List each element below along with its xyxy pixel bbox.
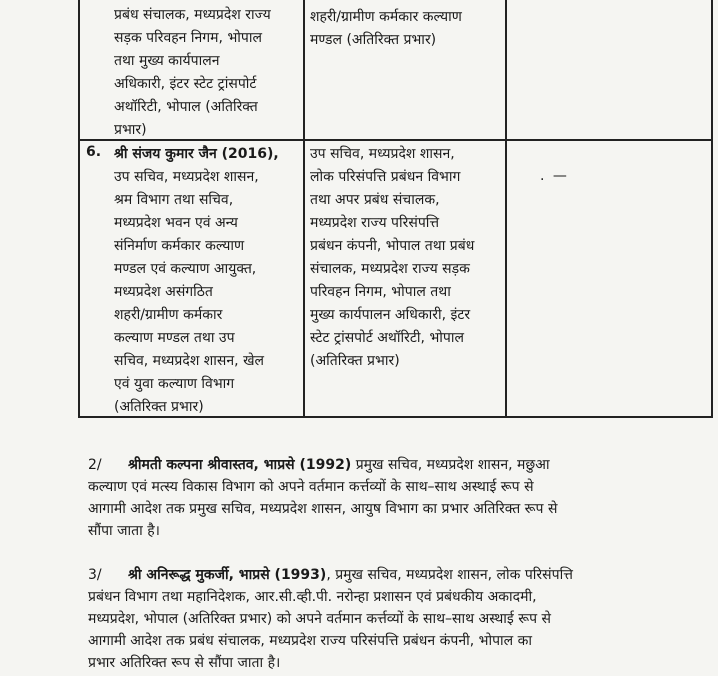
row6-posting-cell: [310, 143, 474, 373]
remarks-cell: . —: [540, 168, 569, 184]
cell-line: संनिर्माण कर्मकार कल्याण: [114, 238, 245, 254]
cell-line: मण्डल एवं कल्याण आयुक्त,: [114, 261, 257, 277]
cell-line: लोक परिसंपत्ति प्रबंधन विभाग: [310, 169, 461, 185]
table-border-left: [78, 0, 80, 418]
paragraph-line: कल्याण एवं मत्स्य विकास विभाग को अपने वर्तमान कर्त्तव्यों के साथ–साथ अस्थाई रूप से: [88, 479, 534, 495]
paragraph-text: प्रमुख सचिव, मध्यप्रदेश शासन, मछुआ: [351, 457, 550, 473]
table-divider-1: [303, 0, 305, 418]
cell-line: शहरी/ग्रामीण कर्मकार: [114, 307, 223, 323]
cell-line: कल्याण मण्डल तथा उप: [114, 330, 235, 346]
cell-line: उप सचिव, मध्यप्रदेश शासन,: [310, 146, 455, 162]
officer-name: श्री अनिरूद्ध मुकर्जी, भाप्रसे (1993): [128, 567, 327, 583]
cell-line: एवं युवा कल्याण विभाग: [114, 376, 235, 392]
officer-name: श्रीमती कल्पना श्रीवास्तव, भाप्रसे (1992): [128, 457, 352, 473]
cell-line: स्टेट ट्रांसपोर्ट अथॉरिटी, भोपाल: [310, 330, 464, 346]
paragraph-2: [88, 454, 644, 542]
cell-line: सचिव, मध्यप्रदेश शासन, खेल: [114, 353, 265, 369]
paragraph-line: प्रभार अतिरिक्त रूप से सौंपा जाता है।: [88, 655, 281, 671]
table-divider-2: [505, 0, 507, 418]
cell-line: तथा मुख्य कार्यपालन: [114, 53, 220, 69]
paragraph-number: 2/: [88, 457, 102, 473]
paragraph-text: , प्रमुख सचिव, मध्यप्रदेश शासन, लोक परिसंपत्ति: [326, 567, 573, 583]
cell-line: (अतिरिक्त प्रभार): [114, 399, 204, 415]
paragraph-line: [88, 564, 644, 586]
cell-line: शहरी/ग्रामीण कर्मकार कल्याण: [310, 9, 462, 25]
cell-line: तथा अपर प्रबंध संचालक,: [310, 192, 440, 208]
row6-name-cell: [114, 143, 279, 419]
cell-line: अथॉरिटी, भोपाल (अतिरिक्त: [114, 99, 258, 115]
cell-line: संचालक, मध्यप्रदेश राज्य सड़क: [310, 261, 470, 277]
officers-table: [78, 0, 715, 418]
paragraph-line: सौंपा जाता है।: [88, 523, 160, 539]
cell-line: मध्यप्रदेश राज्य परिसंपत्ति: [310, 215, 440, 231]
cell-line: प्रबंध संचालक, मध्यप्रदेश राज्य: [114, 7, 271, 23]
paragraph-line: आगामी आदेश तक प्रमुख सचिव, मध्यप्रदेश शासन, आयुष विभाग का प्रभार अतिरिक्त रूप से: [88, 501, 558, 517]
cell-line: प्रबंधन कंपनी, भोपाल तथा प्रबंध: [310, 238, 475, 254]
paragraph-3: [88, 564, 644, 674]
cell-line: मण्डल (अतिरिक्त प्रभार): [310, 32, 437, 48]
cell-line: मध्यप्रदेश भवन एवं अन्य: [114, 215, 238, 231]
prev-row-posting-cell: [310, 6, 462, 52]
prev-row-name-cell: [114, 4, 271, 142]
cell-line: प्रभार): [114, 122, 147, 138]
paragraph-line: मध्यप्रदेश, भोपाल (अतिरिक्त प्रभार) को अपने वर्तमान कर्त्तव्यों के साथ–साथ अस्थाई रूप से: [88, 611, 552, 627]
paragraph-line: [88, 454, 644, 476]
paragraph-line: प्रबंधन विभाग तथा महानिदेशक, आर.सी.व्ही.पी. नरोन्हा प्रशासन एवं प्रबंधकीय अकादमी,: [88, 589, 537, 605]
cell-line: मुख्य कार्यपालन अधिकारी, इंटर: [310, 307, 471, 323]
cell-line: अधिकारी, इंटर स्टेट ट्रांसपोर्ट: [114, 76, 257, 92]
serial-number: 6.: [86, 144, 102, 160]
paragraph-line: आगामी आदेश तक प्रबंध संचालक, मध्यप्रदेश राज्य परिसंपत्ति प्रबंधन कंपनी, भोपाल का: [88, 633, 532, 649]
cell-line: उप सचिव, मध्यप्रदेश शासन,: [114, 169, 259, 185]
cell-line: परिवहन निगम, भोपाल तथा: [310, 284, 451, 300]
paragraph-number: 3/: [88, 567, 102, 583]
cell-line: श्रम विभाग तथा सचिव,: [114, 192, 234, 208]
table-border-right: [711, 0, 713, 418]
cell-line: सड़क परिवहन निगम, भोपाल: [114, 30, 262, 46]
cell-line: (अतिरिक्त प्रभार): [310, 353, 400, 369]
cell-line: मध्यप्रदेश असंगठित: [114, 284, 213, 300]
officer-name: श्री संजय कुमार जैन (2016),: [114, 146, 279, 162]
